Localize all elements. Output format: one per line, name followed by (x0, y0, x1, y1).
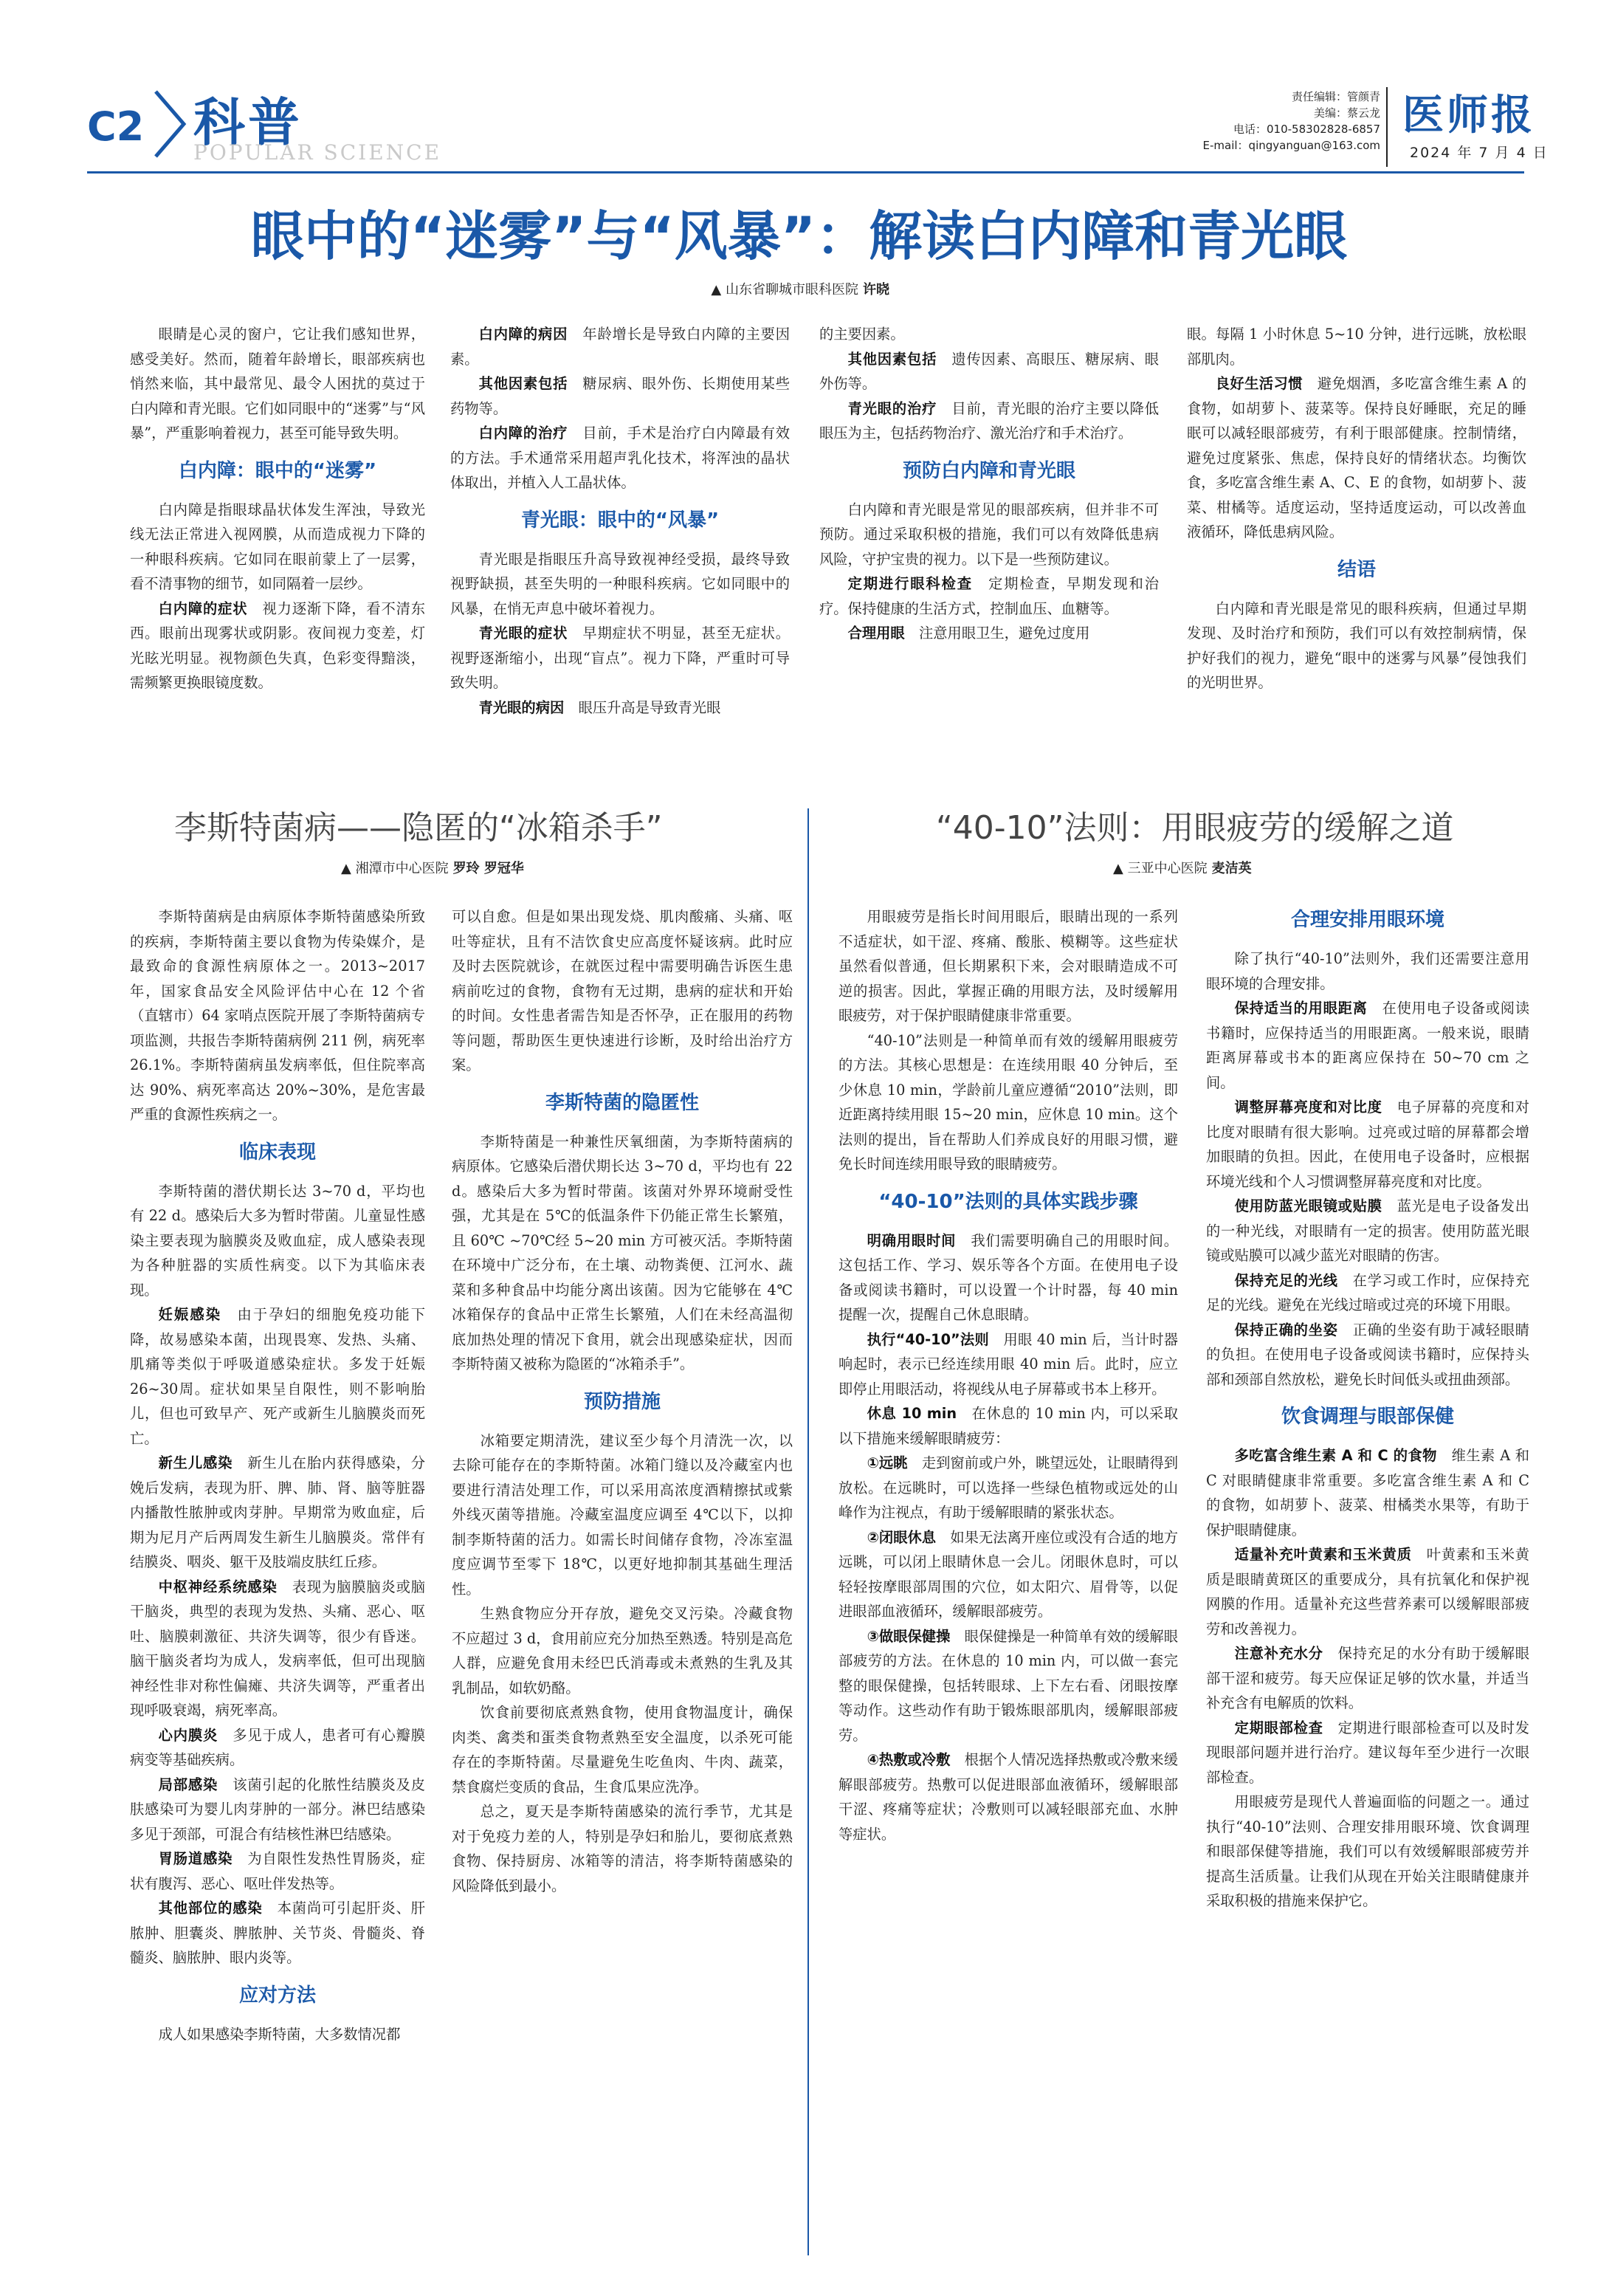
paragraph-text: 年龄增长是导致白内障的主要因素。 (450, 326, 791, 368)
paragraph-text: 成人如果感染李斯特菌，大多数情况都 (158, 2025, 401, 2043)
designer-name: 美编：蔡云龙 (1313, 106, 1380, 120)
header-rule (87, 171, 1524, 173)
body-paragraph (450, 371, 790, 421)
article3-col1 (838, 904, 1178, 1846)
paragraph-text: 避免烟酒，多吃富含维生素 A 的食物，如胡萝卜、菠菜等。保持良好睡眠，充足的睡眠可以减轻眼部疲劳，有利于眼部健康。控制情绪，避免过度紧张、焦虑，保持良好的情绪状态。均衡饮食，多吃富含维生素 A、C、E 的食物，如胡萝卜、菠菜、柑橘等。适度运动，坚持适度运动，可以改善血液循环，降低患病风险。 (1187, 375, 1527, 540)
body-paragraph (819, 621, 1159, 646)
paragraph-text: 在使用电子设备或阅读书籍时，应保持适当的用眼距离。一般来说，眼睛距离屏幕或书本的距离应保持在 50~70 cm 之间。 (1206, 1000, 1530, 1091)
paragraph-text: 多见于成人，患者可有心瓣膜病变等基础疾病。 (130, 1726, 425, 1768)
article2-col1 (130, 904, 425, 2046)
body-paragraph (1206, 1095, 1529, 1194)
paragraph-text: 用眼疲劳是指长时间用眼后，眼睛出现的一系列不适症状，如干涩、疼痛、酸胀、模糊等。这些症状虽然看似普通，但长期累积下来，会对眼睛造成不可逆的损害。因此，掌握正确的用眼方法，及时缓解用眼疲劳，对于保护眼睛健康非常重要。 (838, 908, 1178, 1024)
section-heading: 合理安排用眼环境 (1290, 909, 1444, 931)
paragraph-lead: 白内障的治疗 (478, 425, 568, 441)
paragraph-lead: 休息 10 min (867, 1405, 957, 1422)
paragraph-text: 除了执行“40-10”法则外，我们还需要注意用眼环境的合理安排。 (1206, 950, 1529, 992)
body-paragraph (452, 1799, 793, 1898)
article2-col2 (452, 904, 793, 1898)
paragraph-lead: 明确用眼时间 (867, 1231, 957, 1249)
body-paragraph (1206, 996, 1529, 1095)
paragraph-lead: 其他部位的感染 (158, 1900, 263, 1917)
body-paragraph (838, 1525, 1178, 1624)
chevron-right-icon (151, 87, 188, 161)
paragraph-lead: 定期进行眼科检查 (847, 575, 973, 592)
paragraph-text: 饮食前要彻底煮熟食物，使用食物温度计，确保肉类、禽类和蛋类食物煮熟至安全温度，以杀死可能存在的李斯特菌。尽量避免生吃鱼肉、牛肉、蔬菜，禁食腐烂变质的食品，生食瓜果应洗净。 (452, 1704, 793, 1795)
paragraph-text: 青光眼是指眼压升高导致视神经受损，最终导致视野缺损，甚至失明的一种眼科疾病。它如同眼中的风暴，在悄无声息中破坏着视力。 (450, 550, 790, 617)
paragraph-lead: 保持充足的光线 (1234, 1271, 1338, 1289)
contact-email[interactable]: E-mail：qingyanguan@163.com (1202, 139, 1380, 152)
body-paragraph (819, 322, 1159, 347)
paragraph-text: 保持充足的水分有助于缓解眼部干涩和疲劳。每天应保证足够的饮水量，并适当补充含有电解质的饮料。 (1206, 1645, 1530, 1711)
paragraph-text: 白内障和青光眼是常见的眼科疾病，但通过早期发现、及时治疗和预防，我们可以有效控制病情，保护好我们的视力，避免“眼中的迷雾与风暴”侵蚀我们的光明世界。 (1187, 599, 1526, 691)
paragraph-text: 定期检查，早期发现和治疗。保持健康的生活方式，控制血压、血糖等。 (819, 575, 1160, 617)
body-paragraph (1206, 1716, 1529, 1790)
paragraph-text: 白内障是指眼球晶状体发生浑浊，导致光线无法正常进入视网膜，从而造成视力下降的一种眼科疾病。它如同在眼前蒙上了一层雾，看不清事物的细节，如同隔着一层纱。 (130, 501, 425, 592)
section-heading: 结语 (1337, 558, 1376, 581)
paragraph-text: 正确的坐姿有助于减轻眼睛的负担。在使用电子设备或阅读书籍时，应保持头部和颈部自然放松，避免长时间低头或扭曲颈部。 (1206, 1321, 1530, 1388)
article2-title: 李斯特菌病——隐匿的“冰箱杀手” (174, 809, 663, 847)
paragraph-lead: 心内膜炎 (158, 1726, 218, 1744)
paragraph-lead: 定期眼部检查 (1234, 1719, 1323, 1736)
paragraph-lead: ④热敷或冷敷 (867, 1751, 951, 1768)
body-paragraph (1206, 1268, 1529, 1318)
body-paragraph (838, 1327, 1178, 1402)
section-heading: “40-10”法则的具体实践步骤 (878, 1190, 1138, 1213)
paragraph-lead: 青光眼的治疗 (847, 399, 937, 417)
paragraph-text: 眼保健操是一种简单有效的缓解眼部疲劳的方法。在休息的 10 min 内，可以做一套完整的眼保健操，包括转眼球、上下左右看、闭眼按摩等动作。这些动作有助于锻炼眼部肌肉，缓解眼部疲劳。 (838, 1627, 1179, 1744)
body-paragraph (838, 1747, 1178, 1846)
body-paragraph (1187, 371, 1526, 545)
body-paragraph (838, 904, 1178, 1028)
paragraph-text: 为自限性发热性胃肠炎，症状有腹泻、恶心、呕吐伴发热等。 (130, 1850, 425, 1892)
body-paragraph (450, 322, 790, 371)
paragraph-lead: 注意补充水分 (1234, 1645, 1323, 1662)
article1-col3 (819, 322, 1159, 646)
paragraph-text: 视力逐渐下降，看不清东西。眼前出现雾状或阴影。夜间视力变差，灯光眩光明显。视物颜色失真，色彩变得黯淡，需频繁更换眼镜度数。 (130, 599, 425, 691)
byline-org: ▲ 山东省聊城市眼科医院 (711, 282, 858, 298)
body-paragraph (130, 904, 425, 1127)
body-paragraph (130, 1575, 425, 1723)
body-paragraph (819, 498, 1159, 572)
body-paragraph (452, 1429, 793, 1602)
paragraph-text: 早期症状不明显，甚至无症状。视野逐渐缩小，出现“盲点”。视力下降，严重时可导致失明。 (450, 625, 791, 691)
paragraph-lead: 合理用眼 (847, 625, 905, 642)
body-paragraph (130, 597, 425, 695)
body-paragraph (130, 1451, 425, 1575)
paragraph-text: 冰箱要定期清洗，建议至少每个月清洗一次，以去除可能存在的李斯特菌。冰箱门缝以及冷藏室内也要进行清洁处理工作，可以采用高浓度酒精擦拭或紫外线灭菌等措施。冷藏室温度应调至 4℃以下，以抑制李斯特菌的活力。如需长时间储存食物，冷冻室温度应调节至零下 18℃，以更好地抑制其基础生理活性。 (452, 1431, 793, 1598)
body-paragraph (838, 1451, 1178, 1525)
paragraph-text: 遗传因素、高眼压、糖尿病、眼外伤等。 (819, 350, 1160, 392)
body-paragraph (130, 2022, 425, 2047)
section-title: 科普 (193, 92, 303, 153)
paragraph-text: 新生儿在胎内获得感染，分娩后发病，表现为肝、脾、肺、肾、脑等脏器内播散性脓肿或肉芽肿。早期常为败血症，后期为尼月产后两周发生新生儿脑膜炎。常伴有结膜炎、咽炎、躯干及肢端皮肤红丘疹。 (130, 1454, 425, 1570)
paragraph-lead: 保持适当的用眼距离 (1234, 1000, 1368, 1017)
byline-author: 麦洁英 (1211, 861, 1252, 876)
paragraph-text: 根据个人情况选择热敷或冷敷来缓解眼部疲劳。热敷可以促进眼部血液循环，缓解眼部干涩、疼痛等症状；冷敷则可以减轻眼部充血、水肿等症状。 (838, 1751, 1179, 1843)
body-paragraph (819, 347, 1159, 396)
section-title-en: POPULAR SCIENCE (193, 140, 442, 165)
body-paragraph (450, 421, 790, 495)
article3-byline (1113, 858, 1252, 877)
byline-author: 许晓 (863, 282, 889, 298)
body-paragraph (838, 1401, 1178, 1451)
paragraph-text: 在学习或工作时，应保持充足的光线。避免在光线过暗或过亮的环境下用眼。 (1206, 1271, 1530, 1313)
editor-info (1203, 89, 1380, 154)
article1-col2 (450, 322, 790, 720)
body-paragraph (819, 571, 1159, 621)
paragraph-text: 表现为脑膜脑炎或脑干脑炎，典型的表现为发热、头痛、恶心、呕吐、脑膜刺激征、共济失调等，很少有昏迷。脑干脑炎者均为成人，发病率低，但可出现脑神经性非对称性偏瘫、共济失调等，严重者出现呼吸衰竭，病死率高。 (130, 1578, 425, 1719)
body-paragraph (130, 1302, 425, 1451)
body-paragraph (1206, 1641, 1529, 1716)
paragraph-text: 眼睛是心灵的窗户，它让我们感知世界，感受美好。然而，随着年龄增长，眼部疾病也悄然来临，其中最常见、最令人困扰的莫过于白内障和青光眼。它们如同眼中的“迷雾”与“风暴”，严重影响着视力，甚至可能导致失明。 (130, 326, 425, 441)
body-paragraph (1206, 1790, 1529, 1914)
paragraph-lead: 多吃富含维生素 A 和 C 的食物 (1234, 1447, 1437, 1464)
paragraph-lead: ②闭眼休息 (867, 1528, 937, 1546)
paragraph-lead: 局部感染 (158, 1776, 218, 1793)
article1-col1 (130, 322, 425, 695)
section-heading: 白内障：眼中的“迷雾” (178, 459, 377, 482)
paragraph-text: 如果无法离开座位或没有合适的地方远眺，可以闭上眼睛休息一会儿。闭眼休息时，可以轻轻按摩眼部周围的穴位，如太阳穴、眉骨等，以促进眼部血液循环，缓解眼部疲劳。 (838, 1528, 1179, 1620)
paragraph-text: 本菌尚可引起肝炎、肝脓肿、胆囊炎、脾脓肿、关节炎、骨髓炎、脊髓炎、脑脓肿、眼内炎等。 (130, 1900, 425, 1966)
paragraph-lead: 新生儿感染 (158, 1454, 233, 1471)
paragraph-text: 糖尿病、眼外伤、长期使用某些药物等。 (450, 375, 791, 417)
article1-col4 (1187, 322, 1526, 695)
paragraph-text: 李斯特菌是一种兼性厌氧细菌，为李斯特菌病的病原体。它感染后潜伏期长达 3~70 d，平均也有 22 d。感染后大多为暂时带菌。该菌对外界环境耐受性强，尤其是在 5℃的低温条件下仍能正常生长繁殖，且 60℃ ~70℃经 5~20 min 方可被灭活。李斯特菌在环境中广泛分布，在土壤、动物粪便、江河水、蔬菜和多种食品中均能分离出该菌。因为它能够在 4℃冰箱保存的食品中正常生长繁殖，人们在未经高温彻底加热处理的情况下食用，就会出现感染症状，因而李斯特菌又被称为隐匿的“冰箱杀手”。 (452, 1132, 793, 1372)
body-paragraph (452, 1130, 793, 1377)
paragraph-text: 用眼疲劳是现代人普遍面临的问题之一。通过执行“40-10”法则、合理安排用眼环境、饮食调理和眼部保健等措施，我们可以有效缓解眼部疲劳并提高生活质量。让我们从现在开始关注眼睛健康并采取积极的措施来保护它。 (1206, 1793, 1529, 1909)
newspaper-logo: 医师报 (1402, 92, 1535, 140)
section-heading: 临床表现 (238, 1141, 316, 1164)
paragraph-lead: 适量补充叶黄素和玉米黄质 (1234, 1546, 1412, 1563)
paragraph-lead: 妊娠感染 (158, 1306, 222, 1323)
body-paragraph (130, 1846, 425, 1896)
page-number: C2 (87, 103, 145, 150)
section-heading: 李斯特菌的隐匿性 (545, 1091, 699, 1114)
paragraph-text: 目前，青光眼的治疗主要以降低眼压为主，包括药物治疗、激光治疗和手术治疗。 (819, 399, 1160, 441)
paragraph-lead: 白内障的症状 (158, 599, 248, 617)
paragraph-text: 该菌引起的化脓性结膜炎及皮肤感染可为婴儿肉芽肿的一部分。淋巴结感染多见于颈部，可混合有结核性淋巴结感染。 (130, 1776, 425, 1843)
paragraph-lead: 使用防蓝光眼镜或贴膜 (1234, 1197, 1382, 1214)
body-paragraph (130, 1773, 425, 1847)
paragraph-lead: 调整屏幕亮度和对比度 (1234, 1099, 1382, 1116)
body-paragraph (450, 695, 790, 721)
section-heading: 应对方法 (238, 1984, 316, 2007)
body-paragraph (130, 498, 425, 597)
section-heading: 预防措施 (583, 1390, 661, 1413)
body-paragraph (1206, 1443, 1529, 1542)
paragraph-lead: 白内障的病因 (478, 326, 568, 343)
paragraph-text: 可以自愈。但是如果出现发烧、肌肉酸痛、头痛、呕吐等症状，且有不洁饮食史应高度怀疑该病。此时应及时去医院就诊，在就医过程中需要明确告诉医生患病前吃过的食物，食物有无过期，患病的症状和开始的时间。女性患者需告知是否怀孕，正在服用的药物等问题，帮助医生更快速进行诊断，及时给出治疗方案。 (452, 908, 793, 1073)
header-divider (1386, 87, 1388, 167)
paragraph-text: 定期进行眼部检查可以及时发现眼部问题并进行治疗。建议每年至少进行一次眼部检查。 (1206, 1719, 1530, 1786)
body-paragraph (452, 1601, 793, 1700)
body-paragraph (838, 1228, 1178, 1327)
body-paragraph (452, 1700, 793, 1799)
body-paragraph (130, 1896, 425, 1970)
paragraph-lead: 中枢神经系统感染 (158, 1578, 278, 1595)
body-paragraph (450, 547, 790, 622)
body-paragraph (1206, 1542, 1529, 1641)
paragraph-text: 的主要因素。 (819, 326, 905, 343)
paragraph-text: 维生素 A 和 C 对眼睛健康非常重要。多吃富含维生素 A 和 C 的食物，如胡萝卜、菠菜、柑橘类水果等，有助于保护眼睛健康。 (1206, 1447, 1529, 1539)
article3-col2 (1206, 895, 1529, 1914)
paragraph-text: 叶黄素和玉米黄质是眼睛黄斑区的重要成分，具有抗氧化和保护视网膜的作用。适量补充这些营养素可以缓解眼部疲劳和改善视力。 (1206, 1546, 1530, 1637)
body-paragraph (450, 621, 790, 695)
body-paragraph (130, 1179, 425, 1303)
paragraph-text: 蓝光是电子设备发出的一种光线，对眼睛有一定的损害。使用防蓝光眼镜或贴膜可以减少蓝光对眼睛的伤害。 (1206, 1197, 1530, 1264)
byline-org: ▲ 湘潭市中心医院 (341, 861, 449, 876)
issue-date: 2024 年 7 月 4 日 (1410, 145, 1549, 161)
paragraph-text: 注意用眼卫生，避免过度用 (919, 625, 1090, 642)
paragraph-text: 在休息的 10 min 内，可以采取以下措施来缓解眼睛疲劳： (838, 1405, 1178, 1447)
article1-title: 眼中的“迷雾”与“风暴”：解读白内障和青光眼 (250, 205, 1348, 267)
section-heading: 预防白内障和青光眼 (902, 459, 1075, 482)
paragraph-lead: 其他因素包括 (847, 350, 937, 368)
paragraph-text: 用眼 40 min 后，当计时器响起时，表示已经连续用眼 40 min 后。此时，应立即停止用眼活动，将视线从电子屏幕或书本上移开。 (838, 1330, 1178, 1398)
byline-author: 罗玲 罗冠华 (452, 861, 524, 876)
paragraph-text: 眼。每隔 1 小时休息 5~10 分钟，进行远眺，放松眼部肌肉。 (1187, 326, 1526, 368)
body-paragraph (130, 322, 425, 446)
body-paragraph (838, 1624, 1178, 1748)
section-heading: 青光眼：眼中的“风暴” (520, 509, 720, 532)
paragraph-lead: 良好生活习惯 (1215, 375, 1303, 392)
paragraph-text: 目前，手术是治疗白内障最有效的方法。手术通常采用超声乳化技术，将浑浊的晶状体取出，并植入人工晶状体。 (450, 425, 791, 491)
section-heading: 饮食调理与眼部保健 (1281, 1406, 1454, 1428)
paragraph-text: 总之，夏天是李斯特菌感染的流行季节，尤其是对于免疫力差的人，特别是孕妇和胎儿，要彻底煮熟食物、保持厨房、冰箱等的清洁，将李斯特菌感染的风险降低到最小。 (452, 1803, 793, 1894)
paragraph-text: 我们需要明确自己的用眼时间。这包括工作、学习、娱乐等各个方面。在使用电子设备或阅读书籍时，可以设置一个计时器，每 40 min 提醒一次，提醒自己休息眼睛。 (838, 1231, 1179, 1323)
paragraph-text: 由于孕妇的细胞免疫功能下降，故易感染本菌，出现畏寒、发热、头痛、肌痛等类似于呼吸道感染症状。多发于妊娠 26~30周。症状如果呈自限性，则不影响胎儿，但也可致早产、死产或新生儿脑膜炎而死亡。 (130, 1306, 426, 1447)
body-paragraph (130, 1723, 425, 1773)
contact-phone: 电话：010-58302828-6857 (1233, 123, 1380, 136)
article3-title: “40-10”法则：用眼疲劳的缓解之道 (936, 809, 1454, 847)
paragraph-lead: 执行“40-10”法则 (867, 1330, 989, 1348)
paragraph-lead: ③做眼保健操 (867, 1627, 951, 1645)
body-paragraph (1187, 322, 1526, 371)
paragraph-text: “40-10”法则是一种简单而有效的缓解用眼疲劳的方法。其核心思想是：在连续用眼 40 分钟后，至少休息 10 min，学龄前儿童应遵循“2010”法则，即近距离持续用眼 15~20 min，应休息 10 min。这个法则的提出，旨在帮助人们养成良好的用眼习惯，避免长时间连续用眼导致的眼睛疲劳。 (838, 1031, 1178, 1172)
paragraph-lead: 青光眼的病因 (478, 698, 565, 716)
paragraph-text: 生熟食物应分开存放，避免交叉污染。冷藏食物不应超过 3 d，食用前应充分加热至熟透。特别是高危人群，应避免食用未经巴氏消毒或未煮熟的生乳及其乳制品，如软奶酪。 (452, 1605, 793, 1697)
paragraph-lead: 青光眼的症状 (478, 625, 568, 642)
byline-org: ▲ 三亚中心医院 (1113, 861, 1208, 876)
paragraph-lead: 保持正确的坐姿 (1234, 1321, 1338, 1338)
paragraph-lead: 胃肠道感染 (158, 1850, 233, 1867)
body-paragraph (1206, 946, 1529, 996)
body-paragraph (1187, 597, 1526, 695)
body-paragraph (838, 1028, 1178, 1177)
body-paragraph (452, 904, 793, 1078)
paragraph-text: 走到窗前或户外，眺望远处，让眼睛得到放松。在远眺时，可以选择一些绿色植物或远处的山峰作为注视点，有助于缓解眼睛的紧张状态。 (838, 1454, 1179, 1521)
column-divider (807, 808, 809, 2255)
article1-byline (711, 279, 889, 298)
body-paragraph (819, 396, 1159, 446)
body-paragraph (1206, 1194, 1529, 1268)
paragraph-lead: ①远眺 (867, 1454, 908, 1471)
paragraph-text: 李斯特菌的潜伏期长达 3~70 d，平均也有 22 d。感染后大多为暂时带菌。儿童显性感染主要表现为脑膜炎及败血症，成人感染表现为各种脏器的实质性病变。以下为其临床表现。 (130, 1182, 425, 1299)
paragraph-text: 李斯特菌病是由病原体李斯特菌感染所致的疾病，李斯特菌主要以食物为传染媒介，是最致命的食源性病原体之一。2013~2017 年，国家食品安全风险评估中心在 12 个省（直辖市）64 家哨点医院开展了李斯特菌病专项监测，共报告李斯特菌病例 211 例，病死率 26.1%。李斯特菌病虽发病率低，但住院率高达 90%、病死率高达 20%~30%，是危害最严重的食源性疾病之一。 (130, 908, 425, 1123)
paragraph-text: 眼压升高是导致青光眼 (578, 698, 721, 716)
paragraph-text: 白内障和青光眼是常见的眼部疾病，但并非不可预防。通过采取积极的措施，我们可以有效降低患病风险，守护宝贵的视力。以下是一些预防建议。 (819, 501, 1159, 568)
paragraph-text: 电子屏幕的亮度和对比度对眼睛有很大影响。过亮或过暗的屏幕都会增加眼睛的负担。因此，在使用电子设备时，应根据环境光线和个人习惯调整屏幕亮度和对比度。 (1206, 1099, 1530, 1190)
paragraph-lead: 其他因素包括 (478, 375, 568, 392)
article2-byline (341, 858, 524, 877)
editor-name: 责任编辑：管颜青 (1291, 90, 1380, 103)
body-paragraph (1206, 1318, 1529, 1392)
